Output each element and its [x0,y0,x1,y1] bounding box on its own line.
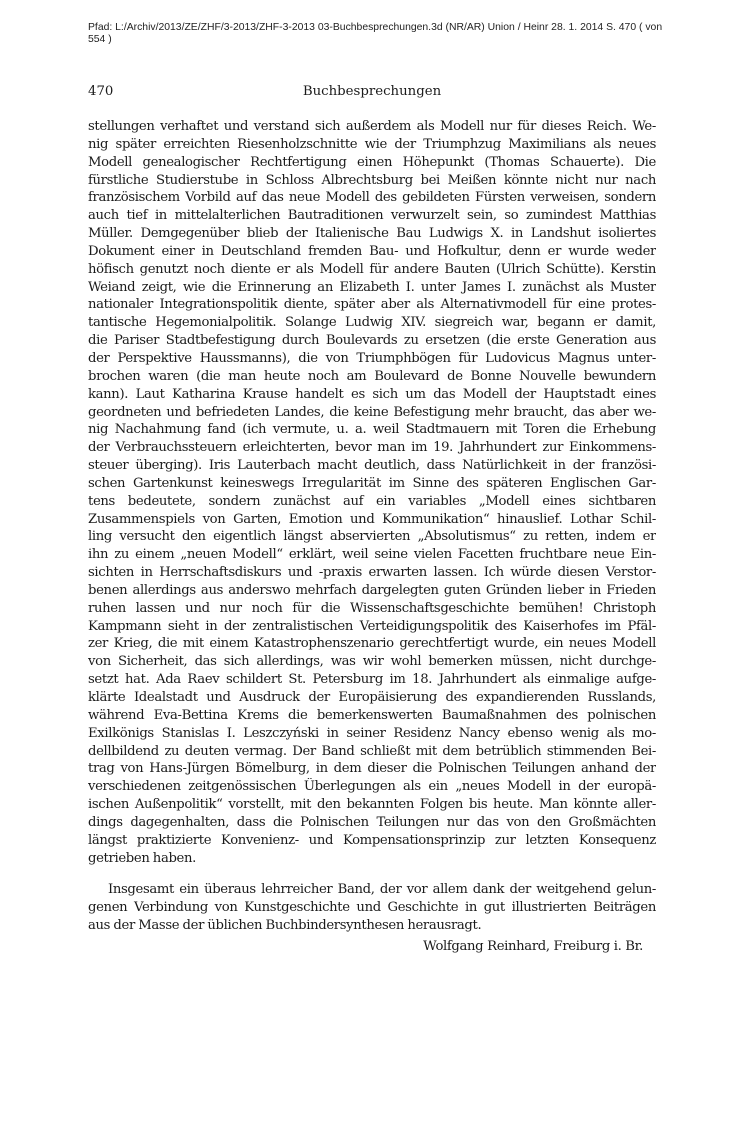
text-line: fürstliche Studierstube in Schloss Albrechtsburg bei Meißen könnte nicht nur nach [88,172,656,188]
text-line: schen Gartenkunst keineswegs Irregularität im Sinne des späteren Englischen Gar- [88,475,656,491]
paragraph-2 [88,881,656,935]
text-line: Weiand zeigt, wie die Erinnerung an Elizabeth I. unter James I. zunächst als Muster [88,279,656,295]
text-line: nig später erreichten Riesenholzschnitte wie der Triumphzug Maximilians als neues [88,136,656,152]
file-path-line: Pfad: L:/Archiv/2013/ZE/ZHF/3-2013/ZHF-3-2013 03-Buchbesprechungen.3d (NR/AR) Union / Heinr 28. 1. 2014 S. 470 ( von 554 ) [88,22,663,45]
text-line: klärte Idealstadt und Ausdruck der Europäisierung des expandierenden Russlands, [88,690,656,705]
text-line: setzt hat. Ada Raev schildert St. Petersburg im 18. Jahrhundert als einmalige aufge- [88,672,656,688]
text-line: von Sicherheit, das sich allerdings, was wir wohl bemerken müssen, nicht durchge- [88,654,656,670]
text-line: zer Krieg, die mit einem Katastrophenszenario gerechtfertigt wurde, ein neues Modell [88,636,656,652]
text-line: dellbildend zu deuten vermag. Der Band schließt mit dem betrüblich stimmenden Bei- [88,743,656,759]
text-line: ihn zu einem „neuen Modell“ erklärt, weil seine vielen Facetten fruchtbare neue Ein- [88,547,656,563]
text-line: längst praktizierte Konvenienz- und Kompensationsprinzip zur letzten Konsequenz [88,832,656,848]
text-line: die Pariser Stadtbefestigung durch Boulevards zu ersetzen (die erste Generation aus [88,333,656,349]
text-line: Dokument einer in Deutschland fremden Bau- und Hofkultur, denn er wurde weder [88,243,656,259]
text-line: aus der Masse der üblichen Buchbindersynthesen herausragt. [88,918,482,934]
text-line: verschiedenen zeitgenössischen Überlegungen als ein „neues Modell in der europä- [88,779,656,795]
running-title: Buchbesprechungen [302,84,442,99]
text-line: der Verbrauchssteuern erleichterten, bevor man im 19. Jahrhundert zur Einkommens- [88,440,656,456]
text-line: tens bedeutete, sondern zunächst auf ein variables „Modell eines sichtbaren [88,493,656,509]
text-line: französischem Vorbild auf das neue Modell des gebildeten Fürsten verweisen, sondern [88,190,656,206]
text-line: Zusammenspiels von Garten, Emotion und Kommunikation“ hinauslief. Lothar Schil- [88,511,656,527]
text-line: auch tief in mittelalterlichen Bautraditionen verwurzelt sein, so zumindest Matthias [88,208,656,224]
text-line: der Perspektive Haussmanns), die von Triumphbögen für Ludovicus Magnus unter- [88,350,656,366]
text-line: kann). Laut Katharina Krause handelt es sich um das Modell der Hauptstadt eines [88,386,656,402]
text-line: ischen Außenpolitik“ vorstellt, mit den bekannten Folgen bis heute. Man könnte aller- [88,797,656,813]
text-line: brochen waren (die man heute noch am Boulevard de Bonne Nouvelle bewundern [88,368,656,384]
text-line: Exilkönigs Stanislas I. Leszczyński in seiner Residenz Nancy ebenso wenig als mo- [88,725,656,741]
text-line: geordneten und befriedeten Landes, die keine Befestigung mehr braucht, das aber we- [88,404,656,420]
text-line: ruhen lassen und nur noch für die Wissenschaftsgeschichte bemühen! Christoph [88,600,656,616]
text-line: nationaler Integrationspolitik diente, später aber als Alternativmodell für eine protes- [88,297,656,313]
text-line: nig Nachahmung fand (ich vermute, u. a. weil Stadtmauern mit Toren die Erhebung [88,422,656,438]
text-line: sichten in Herrschaftsdiskurs und -praxis erwarten lassen. Ich würde diesen Verstor- [88,565,656,581]
page-number: 470 [88,84,114,99]
text-line: während Eva-Bettina Krems die bemerkenswerten Baumaßnahmen des polnischen [88,707,656,723]
text-line: ling versucht den eigentlich längst abservierten „Absolutismus“ zu retten, indem er [88,529,656,545]
text-line: dings dagegenhalten, dass die Polnischen Teilungen nur das von den Großmächten [88,814,656,830]
page-header [88,82,656,102]
text-line: höfisch genutzt noch diente er als Modell für andere Bauten (Ulrich Schütte). Kerstin [88,261,656,277]
text-line: Modell genealogischer Rechtfertigung einen Höhepunkt (Thomas Schauerte). Die [88,154,656,170]
text-line: getrieben haben. [88,850,196,866]
text-line: genen Verbindung von Kunstgeschichte und Geschichte in gut illustrierten Beiträgen [88,900,656,916]
text-line: benen allerdings aus anderswo mehrfach dargelegten guten Gründen lieber in Frieden [88,582,656,598]
text-line: stellungen verhaftet und verstand sich außerdem als Modell nur für dieses Reich. We- [88,119,656,134]
text-line: Müller. Demgegenüber blieb der Italienische Bau Ludwigs X. in Landshut isoliertes [88,226,656,242]
text-line: trag von Hans-Jürgen Bömelburg, in dem dieser die Polnischen Teilungen anhand der [88,761,656,777]
text-line: steuer überging). Iris Lauterbach macht deutlich, dass Natürlichkeit in der französi- [88,458,656,474]
review-body [88,118,656,935]
text-line: Insgesamt ein überaus lehrreicher Band, der vor allem dank der weitgehend gelun- [108,882,656,898]
reviewer-signature: Wolfgang Reinhard, Freiburg i. Br. [423,939,643,954]
text-line: Kampmann sieht in der zentralistischen Verteidigungspolitik des Kaiserhofes im Pfäl- [88,618,656,634]
paragraph-1 [88,118,656,867]
text-line: tantische Hegemonialpolitik. Solange Ludwig XIV. siegreich war, begann er damit, [88,315,656,331]
